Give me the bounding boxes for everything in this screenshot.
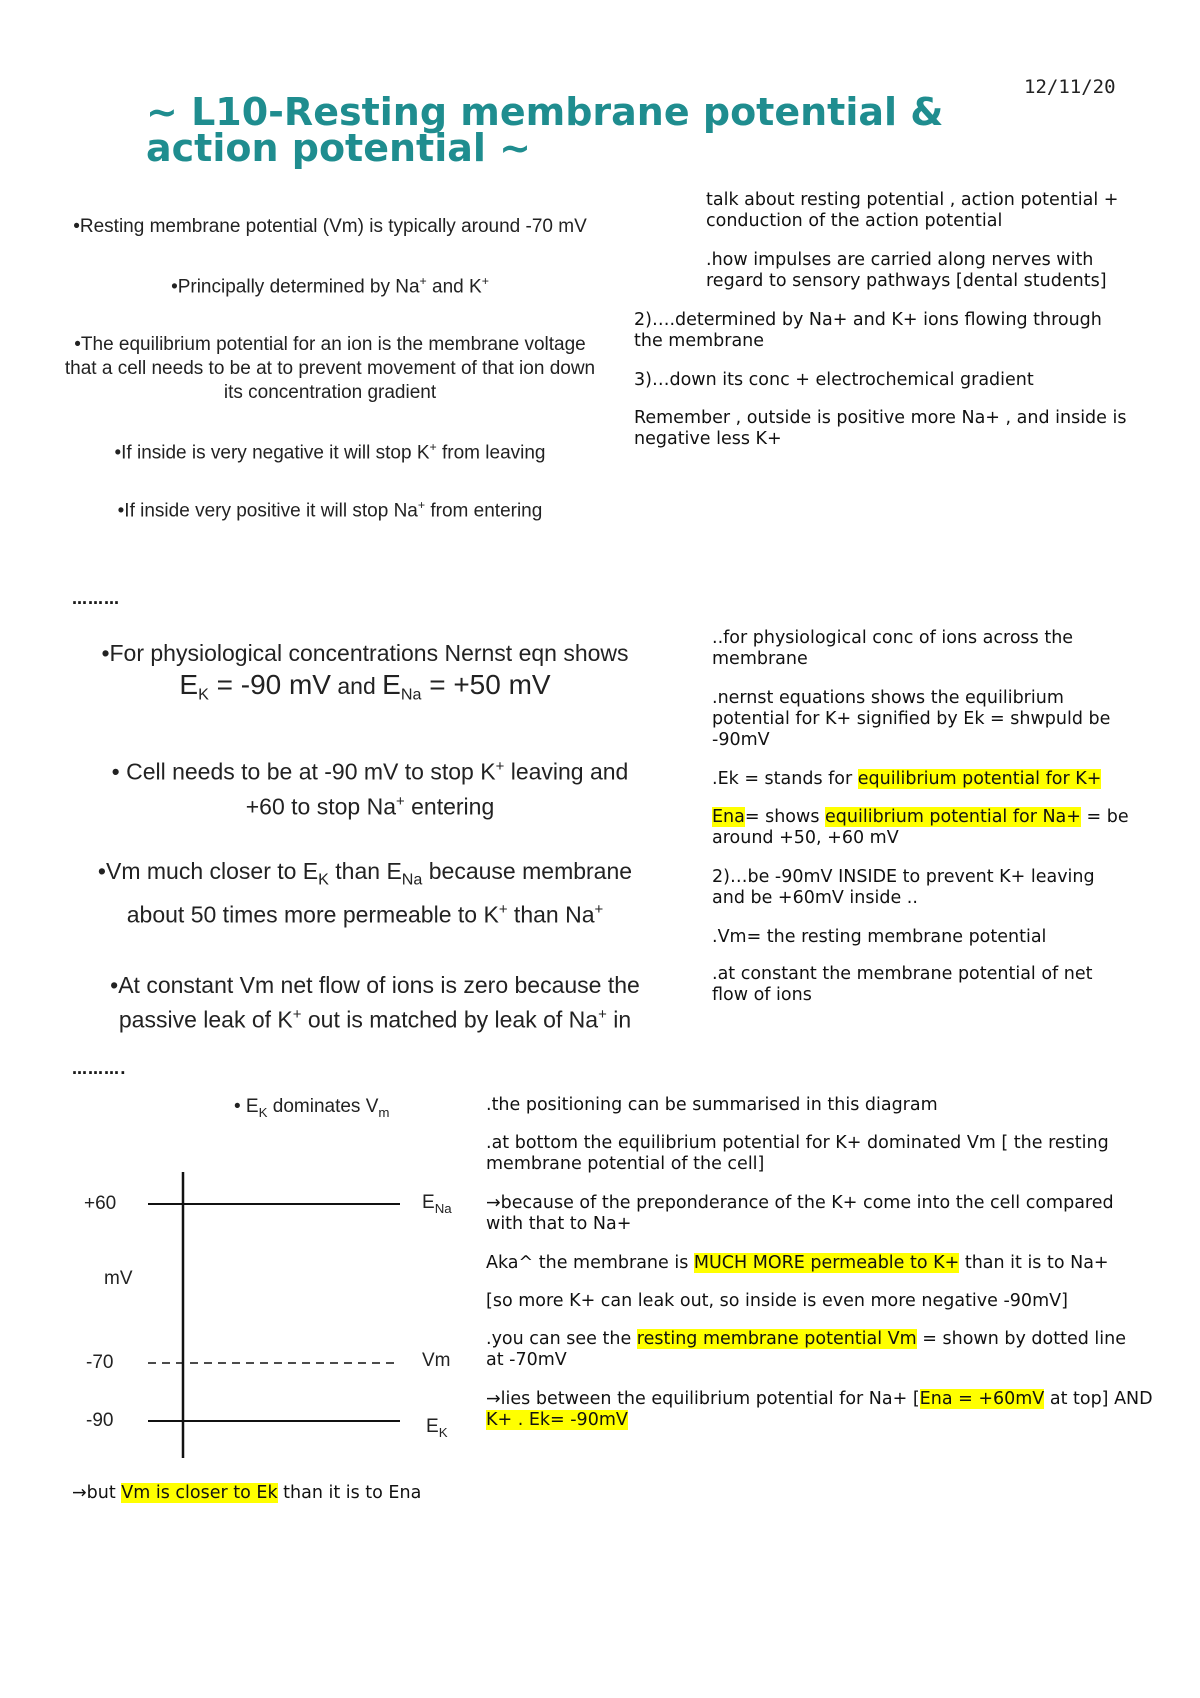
note2-7: .at constant the membrane potential of net flow of ions	[712, 964, 1093, 1005]
note3-6: .you can see the resting membrane potential Vm = shown by dotted line at -70mV	[486, 1329, 1126, 1370]
bottom-note: →but Vm is closer to Ek than it is to Ena	[72, 1483, 422, 1503]
y-unit-label: mV	[104, 1268, 133, 1289]
slide1-bullet-1: •Resting membrane potential (Vm) is typically around -70 mV	[73, 216, 587, 237]
y-label-minus70: -70	[86, 1352, 114, 1373]
note3-3: →because of the preponderance of the K+ come into the cell compared with that to Na+	[486, 1193, 1114, 1234]
note3-7: →lies between the equilibrium potential for Na+ [Ena = +60mV at top] AND K+ . Ek= -90mV	[486, 1389, 1153, 1430]
separator-2: ……….	[72, 1060, 127, 1078]
note-3: 2)….determined by Na+ and K+ ions flowing through the membrane	[634, 310, 1102, 351]
slide1-bullet-4: •If inside is very negative it will stop K+ from leaving	[114, 440, 546, 464]
note3-4: Aka^ the membrane is MUCH MORE permeable to K+ than it is to Na+	[486, 1253, 1109, 1273]
note-4: 3)…down its conc + electrochemical gradient	[634, 370, 1034, 390]
date: 12/11/20	[1024, 76, 1116, 98]
slide1-bullet-3: •The equilibrium potential for an ion is the membrane voltage that a cell needs to be at to prevent movement of that ion down its concentration gradient	[64, 334, 596, 403]
potential-diagram	[0, 0, 480, 1480]
ek-label: $E_K$	[426, 1416, 448, 1440]
note3-1: .the positioning can be summarised in this diagram	[486, 1095, 938, 1115]
note2-1: ..for physiological conc of ions across the membrane	[712, 628, 1074, 669]
vm-label: Vm	[422, 1350, 451, 1371]
slide2-line-1: •For physiological concentrations Nernst eqn shows	[101, 640, 629, 666]
note2-6: .Vm= the resting membrane potential	[712, 927, 1047, 947]
note-2: .how impulses are carried along nerves with regard to sensory pathways [dental students]	[706, 250, 1107, 291]
note3-2: .at bottom the equilibrium potential for K+ dominated Vm [ the resting membrane potential of the cell]	[486, 1133, 1109, 1174]
slide2-bullet-3: •Vm much closer to $E_K$ than $E_{Na}$ because membrane about 50 times more permeable to K+ than Na+	[97, 858, 633, 928]
y-label-plus60: +60	[84, 1193, 117, 1214]
note2-3: .Ek = stands for equilibrium potential for K+	[712, 769, 1102, 789]
slide2-bullet-4: •At constant Vm net flow of ions is zero because the passive leak of K+ out is matched by leak of Na+ in	[110, 972, 640, 1033]
note-5: Remember , outside is positive more Na+ , and inside is negative less K+	[634, 408, 1127, 449]
slide2-bullet-2: • Cell needs to be at -90 mV to stop K+ leaving and +60 to stop Na+ entering	[111, 758, 629, 820]
separator-1: ………	[72, 590, 120, 608]
note2-4: Ena= shows equilibrium potential for Na+ = be around +50, +60 mV	[712, 807, 1129, 848]
slide1-bullet-2: •Principally determined by Na+ and K+	[171, 274, 489, 298]
slide1-bullet-5: •If inside very positive it will stop Na+ from entering	[117, 498, 543, 522]
note3-5: [so more K+ can leak out, so inside is even more negative -90mV]	[486, 1291, 1068, 1311]
slide2-line-2: $E_K = -90$ mV and $E_{Na} = +50$ mV	[179, 669, 551, 704]
page-title: ~ L10-Resting membrane potential & action potential ~	[146, 90, 944, 170]
y-label-minus90: -90	[86, 1410, 114, 1431]
note2-2: .nernst equations shows the equilibrium potential for K+ signified by Ek = shwpuld be -90mV	[712, 688, 1111, 750]
note-1: talk about resting potential , action potential + conduction of the action potential	[706, 190, 1119, 231]
note2-5: 2)…be -90mV INSIDE to prevent K+ leaving and be +60mV inside ..	[712, 867, 1095, 908]
ena-label: $E_{Na}$	[422, 1192, 452, 1216]
diagram-title: • $E_K$ dominates $V_m$	[234, 1096, 390, 1120]
